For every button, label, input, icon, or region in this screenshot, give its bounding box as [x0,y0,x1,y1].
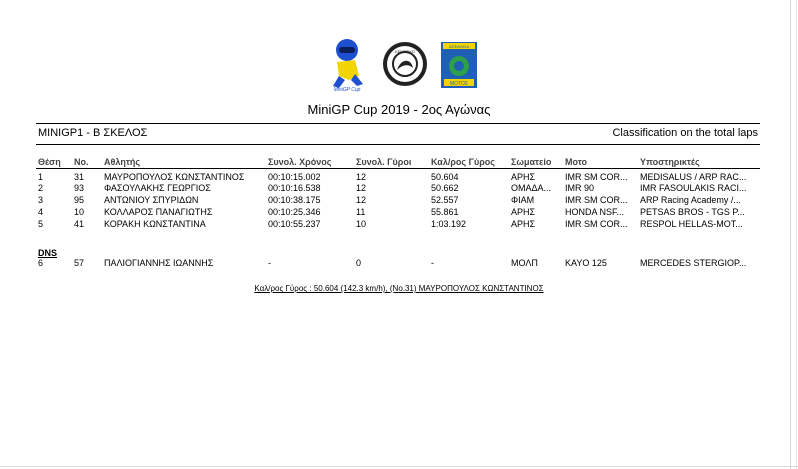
cell-number: 10 [74,207,85,217]
col-header-total-time: Συνολ. Χρόνος [268,157,332,167]
cell-total-laps: 12 [356,183,367,193]
svg-text:ΜΟΤΟΣ: ΜΟΤΟΣ [450,81,468,87]
cell-athlete: ΚΟΛΛΑΡΟΣ ΠΑΝΑΓΙΩΤΗΣ [104,207,213,217]
top-rule [36,123,760,124]
cell-bike: IMR 90 [565,183,595,193]
table-row [38,195,762,207]
cell-bike: IMR SM COR... [565,172,628,182]
cell-best-lap: 50.604 [431,172,459,182]
cell-best-lap: 1:03.192 [431,219,467,229]
session-name: MINIGP1 - Β ΣΚΕΛΟΣ [38,127,148,139]
svg-text:ΚΕΝΤΡΙΚΟ: ΚΕΝΤΡΙΚΟ [394,49,416,54]
cell-athlete: ΜΑΥΡΟΠΟΥΛΟΣ ΚΩΝΣΤΑΝΤΙΝΟΣ [104,172,245,182]
cell-best-lap: - [431,258,434,268]
cell-sponsors: MEDISALUS / ARP RAC... [640,172,747,182]
cell-club: ΑΡΗΣ [511,207,536,217]
cell-club: ΑΡΗΣ [511,172,536,182]
table-row [38,258,762,270]
col-header-number: No. [74,157,89,167]
svg-text:ΑΣΦΑΛΕΙΑ: ΑΣΦΑΛΕΙΑ [448,44,470,49]
cell-sponsors: ARP Racing Academy /... [640,195,741,205]
cell-total-laps: 12 [356,172,367,182]
cell-number: 31 [74,172,85,182]
cell-athlete: ΠΑΛΙΟΓΙΑΝΝΗΣ ΙΩΑΝΝΗΣ [104,258,214,268]
cell-position: 2 [38,183,44,193]
header-rule [36,168,760,169]
cell-total-time: 00:10:16.538 [268,183,321,193]
dns-section-label: DNS [38,248,58,258]
table-row [38,183,762,195]
cell-club: ΜΟΛΠ [511,258,538,268]
cell-total-laps: 0 [356,258,362,268]
minigp-rider-logo [325,36,369,92]
cell-position: 1 [38,172,44,182]
cell-number: 93 [74,183,85,193]
cell-total-time: 00:10:55.237 [268,219,321,229]
table-row [38,219,762,231]
col-header-total-laps: Συνολ. Γύροι [356,157,412,167]
cell-total-time: 00:10:25.346 [268,207,321,217]
moto-safety-logo [441,42,477,88]
cell-sponsors: MERCEDES STERGIOP... [640,258,747,268]
event-title: MiniGP Cup 2019 - 2ος Αγώνας [307,102,491,117]
svg-text:MiniGP Cup: MiniGP Cup [333,87,361,92]
club-gear-logo [381,40,429,88]
col-header-athlete: Αθλητής [104,157,141,167]
table-row [38,207,762,219]
col-header-bike: Μοτο [565,157,588,167]
col-header-club: Σωματείο [511,157,552,167]
col-header-sponsors: Υποστηρικτές [640,157,700,167]
cell-total-laps: 11 [356,207,366,217]
cell-club: ΦΙΑΜ [511,195,535,205]
cell-athlete: ΑΝΤΩΝΙΟΥ ΣΠΥΡΙΔΩΝ [104,195,199,205]
cell-best-lap: 52.557 [431,195,459,205]
classification-note: Classification on the total laps [612,127,758,139]
cell-bike: HONDA NSF... [565,207,625,217]
cell-position: 4 [38,207,44,217]
col-header-best-lap: Καλ/ρος Γύρος [431,157,495,167]
cell-athlete: ΦΑΣΟΥΛΑΚΗΣ ΓΕΩΡΓΙΟΣ [104,183,211,193]
cell-bike: KAYO 125 [565,258,607,268]
mid-rule [36,144,760,145]
cell-position: 3 [38,195,44,205]
cell-position: 6 [38,258,44,268]
page-border-right [790,0,791,469]
page-border-right-outer [796,0,797,469]
cell-total-laps: 12 [356,195,367,205]
cell-bike: IMR SM COR... [565,195,628,205]
cell-number: 57 [74,258,85,268]
cell-sponsors: IMR FASOULAKIS RACI... [640,183,747,193]
page-border-bottom [0,466,798,467]
best-lap-footer: Καλ/ρος Γύρος : 50.604 (142.3 km/h), (No.31) ΜΑΥΡΟΠΟΥΛΟΣ ΚΩΝΣΤΑΝΤΙΝΟΣ [254,284,544,293]
cell-best-lap: 50.662 [431,183,459,193]
cell-position: 5 [38,219,44,229]
cell-total-time: 00:10:38.175 [268,195,321,205]
cell-number: 95 [74,195,85,205]
cell-club: ΟΜΑΔΑ... [511,183,552,193]
cell-number: 41 [74,219,85,229]
col-header-position: Θέση [38,157,61,167]
cell-club: ΑΡΗΣ [511,219,536,229]
cell-athlete: ΚΟΡΑΚΗ ΚΩΝΣΤΑΝΤΙΝΑ [104,219,206,229]
logos-strip [325,36,485,92]
cell-total-time: 00:10:15.002 [268,172,321,182]
cell-total-laps: 10 [356,219,367,229]
cell-sponsors: RESPOL HELLAS-MOT... [640,219,743,229]
cell-best-lap: 55.861 [431,207,459,217]
cell-bike: IMR SM COR... [565,219,628,229]
cell-sponsors: PETSAS BROS - TGS P... [640,207,745,217]
cell-total-time: - [268,258,271,268]
